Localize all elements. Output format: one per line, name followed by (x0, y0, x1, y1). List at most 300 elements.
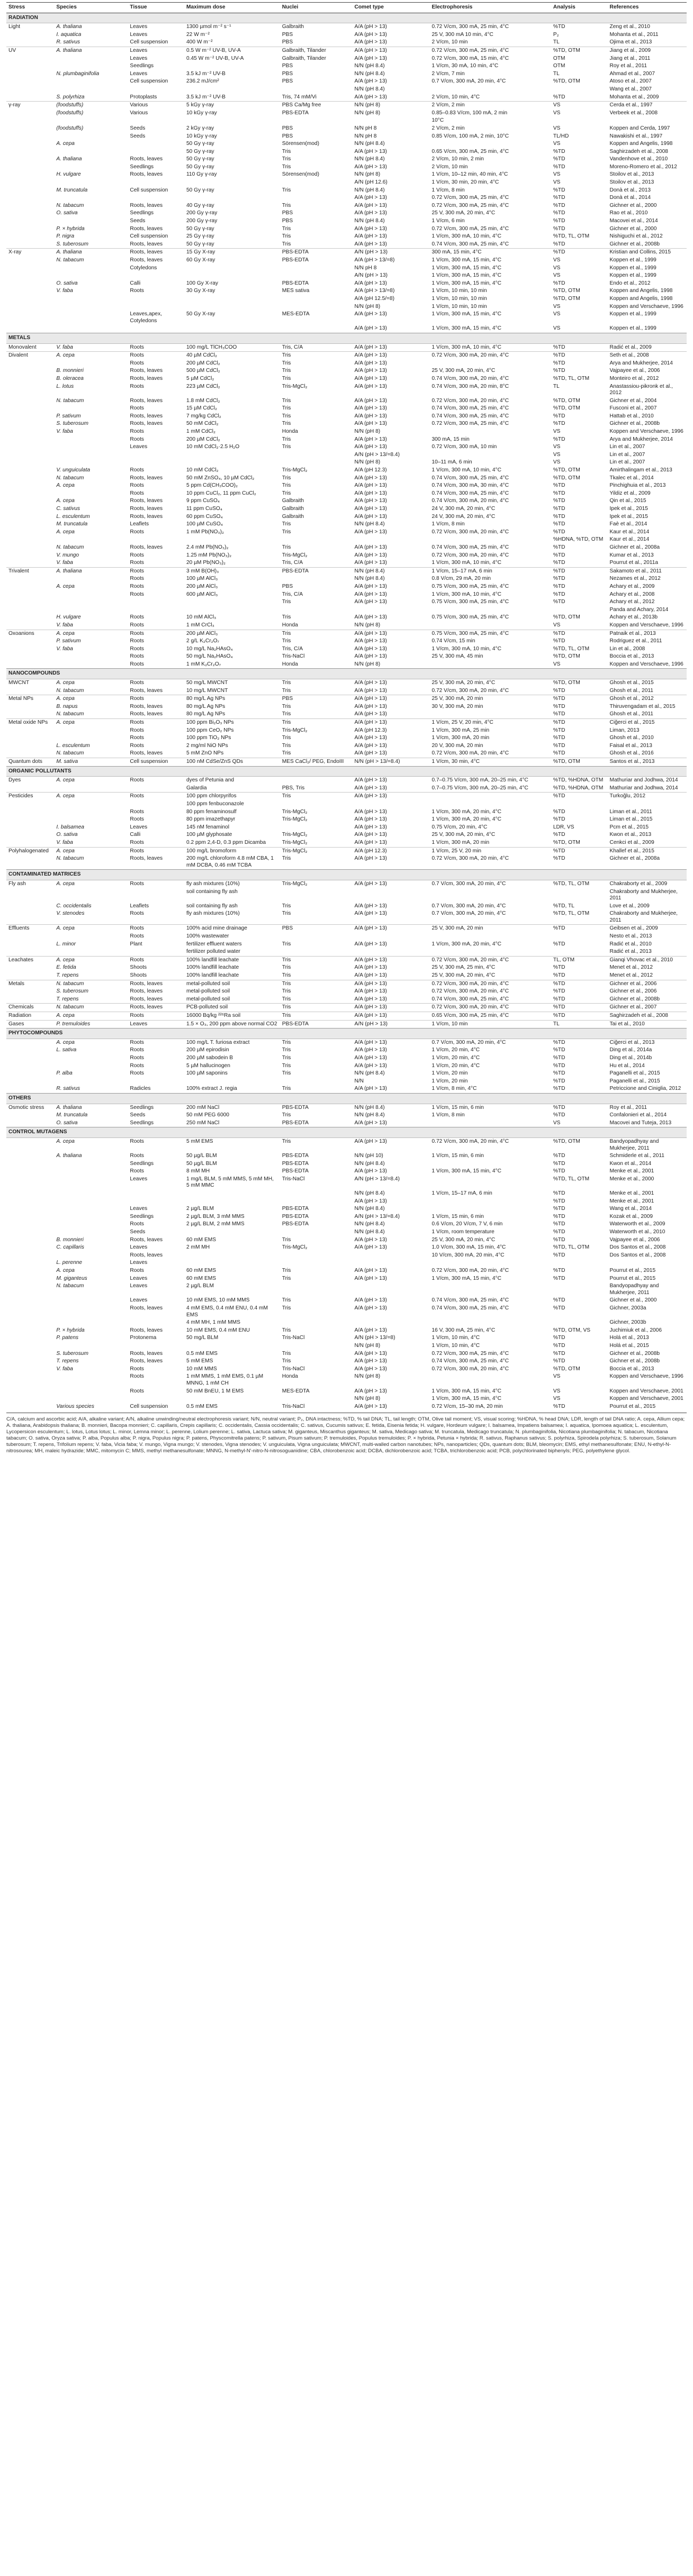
reference-cell: Liman et al., 2015 (609, 816, 653, 823)
comet-type-cell: A/A (pH > 13) (354, 645, 387, 652)
analysis-cell: %TD (553, 94, 565, 100)
electrophoresis-cell: 1 V/cm, 300 mA, 15 min, 4°C (431, 325, 501, 332)
electrophoresis-cell: 10–11 mA, 6 min (431, 459, 472, 466)
analysis-cell: %TD (551, 925, 608, 933)
electrophoresis-cell: 0.72 V/cm, 300 mA, 25 min, 4°C (431, 421, 509, 427)
stress-cell (6, 1282, 54, 1297)
table-row (6, 1252, 687, 1260)
analysis-cell: %TD (551, 695, 608, 703)
species-cell (54, 1198, 128, 1206)
tissue-cell: Roots, leaves (128, 249, 184, 257)
electrophoresis-cell: 0.72 V/cm, 300 mA, 20 min, 4°C (431, 687, 509, 694)
stress-cell (6, 831, 54, 839)
dose-cell (184, 117, 280, 125)
nuclei-cell: PBS (282, 39, 293, 45)
stress-cell (6, 94, 54, 102)
reference-cell (607, 800, 687, 808)
species-cell (54, 443, 128, 451)
tissue-cell: Roots (130, 288, 145, 294)
dose-cell: 15 µM CdCl₂ (186, 405, 217, 412)
tissue-cell: Radicles (130, 1086, 151, 1092)
tissue-cell: Roots, leaves (130, 703, 163, 709)
electrophoresis-cell: 1 V/cm, 300 mA, 15 min, 4°C (431, 1168, 501, 1175)
tissue-cell: Roots, leaves (130, 257, 163, 263)
nuclei-cell (280, 888, 353, 903)
tissue-cell: Roots (128, 847, 184, 855)
analysis-cell: %TD, %HDNA, OTM (551, 777, 608, 785)
reference-cell: Koppen and Verschaeve, 1996 (609, 303, 683, 310)
comet-type-cell (352, 1252, 429, 1260)
reference-cell: Thiruvengadam et al., 2015 (609, 703, 676, 709)
table-row (6, 179, 687, 187)
table-row (6, 575, 687, 583)
dose-cell: 10 mM EMS, 0.4 mM ENU (186, 1327, 250, 1333)
reference-cell: Ding et al., 2014a (609, 1047, 652, 1053)
species-cell (54, 591, 128, 599)
comet-type-cell: A/A (pH > 13) (352, 880, 429, 888)
tissue-cell: Roots (128, 925, 184, 933)
table-row (6, 529, 687, 536)
tissue-cell (128, 179, 184, 187)
electrophoresis-cell (429, 933, 551, 941)
dose-cell: 100 mg/L T. furiosa extract (186, 1039, 250, 1045)
stress-cell (6, 1046, 54, 1054)
comet-type-cell: A/N (pH > 13) (352, 1020, 429, 1028)
electrophoresis-cell: 1 V/cm, 300 mA, 15 min, 4°C (431, 272, 501, 279)
tissue-cell: Seeds (130, 1229, 146, 1235)
species-cell (54, 303, 128, 311)
table-row (6, 910, 687, 925)
comet-type-cell: A/A (pH > 13) (354, 1062, 387, 1069)
analysis-cell: %TD (551, 249, 608, 257)
comet-type-cell: A/A (pH > 13) (352, 695, 429, 703)
tissue-cell: Roots (130, 1047, 145, 1053)
tissue-cell: Shoots (130, 964, 147, 971)
tissue-cell: Roots (130, 735, 145, 741)
reference-cell: Liman, 2013 (609, 727, 640, 733)
analysis-cell: %TD (553, 195, 565, 201)
species-cell: V. faba (56, 560, 73, 566)
tissue-cell (128, 272, 184, 280)
reference-cell: Tkalec et al., 2014 (609, 475, 654, 481)
table-row (6, 742, 687, 750)
species-cell: T. repens (56, 1358, 79, 1364)
analysis-cell (551, 948, 608, 956)
species-cell: M. truncatula (56, 1112, 88, 1118)
reference-cell: Radić et al., 2009 (607, 343, 687, 352)
reference-cell: Menke et al., 2001 (609, 1190, 654, 1197)
comet-type-cell: N/N (pH 8) (354, 110, 381, 116)
electrophoresis-cell: 1 V/cm, 15 min, 6 min (429, 1104, 551, 1112)
comet-type-cell: A/A (pH > 13) (354, 421, 387, 427)
stress-cell (6, 225, 54, 233)
nuclei-cell: Tris (282, 1268, 291, 1273)
table-row (6, 325, 687, 333)
nuclei-cell: Tris (282, 687, 291, 694)
table-row (6, 171, 687, 179)
comet-type-cell: A/A (pH > 13) (352, 630, 429, 638)
analysis-cell: %TD (553, 225, 565, 232)
electrophoresis-cell (429, 622, 551, 630)
dose-cell: metal-polluted soil (186, 988, 230, 995)
electrophoresis-cell: 0.72 V/cm, 300 mA, 20 min, 4°C (431, 750, 509, 757)
dose-cell: 200 µM CdCl₂ (186, 436, 220, 442)
dose-cell: 10 mg/L MWCNT (186, 687, 228, 694)
dose-cell (184, 1190, 280, 1198)
species-cell (54, 490, 128, 498)
species-cell: N. tabacum (56, 687, 84, 694)
comet-type-cell: A/A (pH > 13) (354, 614, 387, 621)
reference-cell: Ghosh et al., 2015 (607, 679, 687, 687)
table-row (6, 443, 687, 451)
table-row (6, 988, 687, 996)
comet-type-cell: A/A (pH > 13) (354, 750, 387, 757)
analysis-cell: %TD (551, 630, 608, 638)
species-cell: L. lotus (56, 383, 74, 389)
section-title: CONTROL MUTAGENS (6, 1127, 687, 1138)
stress-cell (6, 1152, 54, 1160)
analysis-cell: VS (553, 622, 561, 628)
comet-type-cell: A/A (pH > 13) (354, 653, 387, 660)
species-cell (54, 734, 128, 742)
electrophoresis-cell: 1 V/cm, 300 mA, 10 min, 4°C (429, 343, 551, 352)
dose-cell: 100 ppm fenbuconazole (186, 800, 244, 807)
electrophoresis-cell: 1 V/cm, 8 min, 4°C (431, 1086, 477, 1092)
stress-cell (6, 202, 54, 210)
electrophoresis-cell: 0.74 V/cm, 300 mA, 25 min, 4°C (431, 475, 509, 481)
electrophoresis-cell: 2 V/cm, 10 min, 4°C (431, 94, 480, 100)
table-row (6, 800, 687, 808)
species-cell: A. cepa (54, 956, 128, 964)
electrophoresis-cell: 1 V/cm, 300 mA, 15 min, 4°C (431, 1396, 501, 1402)
electrophoresis-cell: 24 V, 300 mA, 20 min, 4°C (431, 513, 496, 520)
species-cell (54, 808, 128, 816)
analysis-cell: %TD, OTM (553, 614, 580, 621)
stress-cell (6, 598, 54, 606)
table-row (6, 257, 687, 265)
nuclei-cell: Tris (282, 941, 291, 947)
stress-cell (6, 110, 54, 117)
analysis-cell: %TD, OTM (553, 405, 580, 412)
stress-cell (6, 1244, 54, 1252)
nuclei-cell: PBS-EDTA (282, 1168, 309, 1175)
reference-cell: Achary et al., 2012 (609, 599, 655, 605)
species-cell: N. tabacum (54, 1004, 128, 1012)
table-row (6, 210, 687, 217)
dose-cell: 236.2 mJ/cm² (186, 78, 219, 85)
reference-cell: Moreno-Romero et al., 2012 (609, 163, 677, 170)
header-tissue: Tissue (128, 3, 184, 13)
comet-type-cell: A/A (pH > 13) (354, 1039, 387, 1045)
electrophoresis-cell: 1 V/cm, 10 min, 10 min (431, 295, 487, 302)
dose-cell: fertilizer effluent waters (186, 941, 242, 947)
table-row (6, 559, 687, 567)
electrophoresis-cell: 0.72 V/cm, 15–30 mA, 20 min (431, 1403, 503, 1409)
tissue-cell (128, 800, 184, 808)
tissue-cell: Leaves (130, 1275, 148, 1281)
species-cell (54, 536, 128, 544)
reference-cell: Petriccione and Ciniglia, 2012 (609, 1086, 681, 1092)
dose-cell: 8 mM MH (186, 1168, 210, 1175)
comet-type-cell: A/N (pH > 13/=8.4) (354, 451, 400, 458)
comet-type-cell: N/N (pH 8.4) (354, 1160, 385, 1167)
analysis-cell: TL/HD (553, 133, 569, 139)
analysis-cell: VS (553, 451, 561, 458)
tissue-cell: Roots (130, 1366, 145, 1372)
analysis-cell: %TD (553, 1054, 565, 1061)
tissue-cell: Leaves (130, 1260, 148, 1266)
table-row (6, 1198, 687, 1206)
analysis-cell: %TD (553, 506, 565, 512)
tissue-cell: Roots (130, 1039, 145, 1045)
stress-cell (6, 808, 54, 816)
reference-cell: Koppen et al., 1999 (609, 325, 656, 332)
stress-cell (6, 614, 54, 622)
electrophoresis-cell: 0.72 V/cm, 300 mA, 25 min, 4°C (431, 202, 509, 208)
reference-cell: Saghirzadeh et al., 2008 (609, 148, 668, 154)
table-row (6, 941, 687, 949)
reference-cell: Tai et al., 2010 (607, 1020, 687, 1028)
species-cell (54, 194, 128, 202)
analysis-cell: %TD (553, 421, 565, 427)
electrophoresis-cell: 0.7 V/cm, 300 mA, 20 min, 4°C (431, 903, 506, 909)
tissue-cell: Roots (128, 352, 184, 360)
analysis-cell (551, 1319, 608, 1327)
stress-cell (6, 1297, 54, 1305)
species-cell (54, 1160, 128, 1168)
stress-cell: UV (6, 47, 54, 54)
analysis-cell: %TD (553, 1153, 565, 1159)
electrophoresis-cell: 25 V, 300 mA, 45 min (431, 653, 483, 660)
comet-type-cell: A/A (pH > 13) (352, 980, 429, 988)
table-row (6, 1176, 687, 1190)
stress-cell (6, 1252, 54, 1260)
dose-cell: 20 µM Pb(NO₃)₂ (186, 560, 226, 566)
table-row (6, 972, 687, 980)
table-row (6, 888, 687, 903)
dose-cell: 60 ppm CuSO₄ (186, 513, 223, 520)
nuclei-cell: PBS (282, 78, 293, 85)
comet-type-cell: A/A (pH > 13) (354, 368, 387, 374)
tissue-cell: Roots (130, 467, 145, 474)
table-row (6, 1004, 687, 1012)
analysis-cell: %TD (553, 1335, 565, 1341)
analysis-cell: TL (553, 70, 560, 77)
electrophoresis-cell: 1 V/cm, 15–17 mA, 6 min (431, 1190, 492, 1197)
stress-cell: Quantum dots (6, 758, 54, 767)
species-cell: B. monnieri (56, 368, 84, 374)
analysis-cell: %TD, TL, OTM (553, 1244, 590, 1251)
electrophoresis-cell: 0.75 V/cm, 300 mA, 25 min, 4°C (431, 614, 509, 621)
dose-cell: soil containing fly ash (186, 903, 238, 909)
stress-cell: Effluents (6, 925, 54, 933)
analysis-cell (551, 606, 608, 614)
reference-cell: Koppen and Angelis, 1998 (609, 141, 673, 147)
reference-cell: Gichner et al., 2008a (609, 855, 660, 862)
comet-type-cell (352, 606, 429, 614)
stress-cell: Dyes (6, 777, 54, 785)
table-row (6, 241, 687, 249)
stress-cell (6, 529, 54, 536)
species-cell (54, 1305, 128, 1319)
stress-cell (6, 583, 54, 591)
comet-type-cell: A/A (pH > 13) (352, 343, 429, 352)
stress-cell (6, 78, 54, 86)
electrophoresis-cell: 1 V/cm, 300 mA, 20 min, 4°C (431, 808, 501, 815)
comet-type-cell: N/N (pH 8.4) (354, 1221, 385, 1227)
table-row (6, 521, 687, 529)
dose-cell: 10 mM EMS, 10 mM MMS (186, 1297, 250, 1304)
tissue-cell: Roots, leaves (130, 498, 163, 504)
nuclei-cell: Tris (282, 375, 291, 381)
comet-type-cell: N/N pH 8 (354, 133, 377, 139)
species-cell: T. repens (56, 972, 79, 979)
table-row (6, 1395, 687, 1403)
nuclei-cell: Tris (282, 397, 291, 404)
nuclei-cell: Tris (280, 793, 353, 800)
nuclei-cell: Tris-MgCl₂ (282, 839, 308, 845)
table-row (6, 475, 687, 483)
analysis-cell: %TD (553, 560, 565, 566)
analysis-cell: %TD (553, 742, 565, 749)
electrophoresis-cell: 1 V/cm, 300 mA, 20 min (431, 839, 490, 845)
species-cell: M. giganteus (56, 1275, 87, 1281)
electrophoresis-cell: 0.72 V/cm, 300 mA, 20 min, 4°C (429, 980, 551, 988)
nuclei-cell: Tris (282, 711, 291, 717)
dose-cell: 5 kGy γ-ray (184, 102, 280, 110)
electrophoresis-cell: 1 V/cm, 8 min (431, 187, 465, 193)
reference-cell: Ghosh et al., 2011 (609, 687, 653, 694)
comet-type-cell: A/A (pH > 13) (354, 311, 387, 317)
stress-cell (6, 1342, 54, 1350)
nuclei-cell (280, 1282, 353, 1297)
stress-cell (6, 785, 54, 793)
header-electrophoresis: Electrophoresis (429, 3, 551, 13)
nuclei-cell: Tris-MgCl₂ (282, 816, 308, 823)
table-row (6, 808, 687, 816)
electrophoresis-cell (429, 1198, 551, 1206)
nuclei-cell (280, 451, 353, 459)
comet-type-cell: A/A (pH > 13) (354, 591, 387, 597)
electrophoresis-cell: 0.72 V/cm, 300 mA, 20 min, 4°C (431, 1366, 509, 1372)
species-cell: R. sativus (56, 39, 80, 45)
nuclei-cell: PBS (282, 210, 293, 216)
table-row (6, 1334, 687, 1342)
stress-cell: Divalent (6, 352, 54, 360)
tissue-cell: Leaflets (130, 521, 149, 527)
electrophoresis-cell (429, 1373, 551, 1387)
electrophoresis-cell: 0.65 V/cm, 300 mA, 25 min, 4°C (429, 1012, 551, 1021)
dose-cell: 0.45 W m⁻² UV-B, UV-A (186, 55, 244, 61)
reference-cell: Kaur et al., 2014 (609, 536, 650, 543)
species-cell (54, 598, 128, 606)
reference-cell: Mathuriar and Jodhwa, 2014 (609, 785, 678, 791)
reference-cell: Kumar et al., 2013 (609, 552, 654, 558)
species-cell (54, 459, 128, 467)
stress-cell (6, 375, 54, 383)
species-cell: V. faba (56, 839, 73, 845)
table-row (6, 1119, 687, 1127)
nuclei-cell: Tris-MgCl₂ (282, 552, 308, 558)
analysis-cell: %TD (553, 1268, 565, 1273)
table-row (6, 202, 687, 210)
section-title: ORGANIC POLLUTANTS (6, 766, 687, 777)
tissue-cell: Roots, leaves (130, 225, 163, 232)
comet-type-cell: A/A (pH > 13) (352, 679, 429, 687)
species-cell: A. cepa (54, 352, 128, 360)
section-row (6, 333, 687, 343)
species-cell: N. tabacum (56, 202, 84, 208)
reference-cell: Ahmad et al., 2007 (609, 70, 655, 77)
analysis-cell: %TD (551, 793, 608, 800)
reference-cell: Waterworth et al., 2009 (609, 1221, 665, 1227)
analysis-cell: %TD, %HDNA, OTM (553, 785, 604, 791)
stress-cell (6, 257, 54, 265)
table-row (6, 436, 687, 444)
reference-cell: Ghosh et al., 2012 (607, 695, 687, 703)
dose-cell: 100% landfill leachate (184, 956, 280, 964)
nuclei-cell: Tris (282, 1054, 291, 1061)
species-cell (54, 1221, 128, 1228)
nuclei-cell: PBS-EDTA (282, 1119, 309, 1126)
analysis-cell: %TD (553, 1236, 565, 1243)
nuclei-cell: Tris (280, 679, 353, 687)
nuclei-cell: Tris, C/A (282, 645, 303, 652)
comet-type-cell: N/N (pH 8.4) (354, 1206, 385, 1212)
analysis-cell: %TD (551, 1004, 608, 1012)
species-cell: M. truncatula (56, 187, 88, 193)
stress-cell (6, 1160, 54, 1168)
dose-cell: 50 Gy γ-ray (186, 148, 214, 154)
species-cell: V. faba (56, 429, 73, 435)
stress-cell (6, 62, 54, 70)
comet-type-cell: N/N (pH 8) (354, 1396, 381, 1402)
dose-cell: 100 nM CdSe/ZnS QDs (184, 758, 280, 767)
dose-cell (184, 1228, 280, 1236)
tissue-cell: Roots (128, 777, 184, 785)
nuclei-cell: PBS-EDTA (282, 280, 309, 286)
reference-cell: Koppen and Verschaeve, 1996 (609, 429, 683, 435)
electrophoresis-cell: 0.7 V/cm, 300 mA, 20 min, 4°C (431, 78, 506, 85)
dose-cell: 50 mM ZnSO₄, 10 µM CdCl₂ (186, 475, 255, 481)
comet-type-cell (352, 1259, 429, 1267)
electrophoresis-cell: 30 V, 300 mA, 20 min (431, 703, 483, 709)
electrophoresis-cell: 25 V, 300 mA, 20 min, 4°C (431, 368, 496, 374)
stress-cell (6, 1319, 54, 1327)
reference-cell: Zeng et al., 2010 (607, 23, 687, 31)
analysis-cell: %TD (553, 490, 565, 496)
analysis-cell: %TD (553, 202, 565, 208)
tissue-cell: Roots, leaves (130, 855, 163, 862)
electrophoresis-cell: 1 V/cm, 30 min, 4°C (429, 758, 551, 767)
table-row (6, 661, 687, 669)
tissue-cell (128, 1342, 184, 1350)
stress-cell (6, 311, 54, 325)
nuclei-cell: Tris (282, 483, 291, 489)
tissue-cell: Roots (128, 695, 184, 703)
electrophoresis-cell: 0.72 V/cm, 300 mA, 20 min, 4°C (431, 988, 509, 995)
comet-type-cell: A/A (pH > 13) (354, 742, 387, 749)
comet-type-cell: A/A (pH > 13) (354, 1388, 387, 1394)
comet-type-cell: N/N (pH 8) (354, 171, 381, 178)
reference-cell: Faisal et al., 2013 (609, 742, 652, 749)
reference-cell: Cerda et al., 1997 (607, 102, 687, 110)
electrophoresis-cell: 25 V, 300 mA, 20 min, 4°C (431, 1236, 496, 1243)
species-cell (54, 727, 128, 735)
reference-cell: Fusconi et al., 2007 (609, 405, 657, 412)
electrophoresis-cell: 0.74 V/cm, 300 mA, 25 min, 4°C (431, 544, 509, 550)
nuclei-cell: Galbraith (282, 498, 304, 504)
